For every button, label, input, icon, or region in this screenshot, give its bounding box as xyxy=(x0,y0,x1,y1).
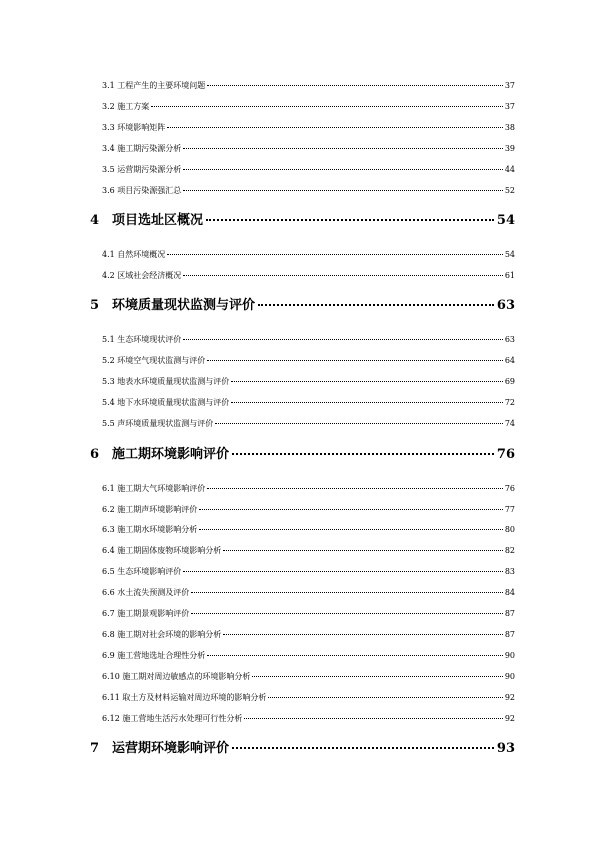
toc-section-entry[interactable] xyxy=(102,355,515,367)
toc-page-number: 37 xyxy=(504,81,515,90)
toc-dot-leader xyxy=(199,509,503,510)
toc-entry-label: 项目选址区概况 xyxy=(112,213,204,228)
toc-chapter-entry[interactable] xyxy=(90,297,515,315)
toc-dot-leader xyxy=(183,190,503,191)
toc-entry-label: 3.6 项目污染源强汇总 xyxy=(102,186,182,195)
toc-section-entry[interactable] xyxy=(102,334,515,346)
toc-page-number: 69 xyxy=(504,377,515,386)
toc-page-number: 54 xyxy=(496,213,515,228)
toc-page-number: 63 xyxy=(496,298,515,313)
toc-page-number: 80 xyxy=(504,525,515,534)
toc-dot-leader xyxy=(183,169,503,170)
toc-page-number: 52 xyxy=(504,186,515,195)
toc-entry-label: 6.2 施工期声环境影响评价 xyxy=(102,505,198,514)
toc-page-number: 64 xyxy=(504,356,515,365)
toc-dot-leader xyxy=(183,275,503,276)
toc-entry-label: 环境质量现状监测与评价 xyxy=(112,298,256,313)
toc-dot-leader xyxy=(231,402,503,403)
toc-chapter-entry[interactable] xyxy=(90,446,515,464)
toc-page-number: 76 xyxy=(496,447,515,462)
toc-page-number: 82 xyxy=(504,546,515,555)
toc-page-number: 38 xyxy=(504,123,515,132)
toc-dot-leader xyxy=(191,592,503,593)
toc-entry-label: 5.5 声环境质量现状监测与评价 xyxy=(102,419,214,428)
toc-dot-leader xyxy=(223,634,503,635)
toc-page-number: 93 xyxy=(496,741,515,756)
toc-chapter-number: 6 xyxy=(90,447,100,462)
toc-section-entry[interactable] xyxy=(102,270,515,282)
toc-chapter-number: 7 xyxy=(90,741,100,756)
toc-dot-leader xyxy=(167,127,503,128)
toc-entry-label: 6.9 施工营地选址合理性分析 xyxy=(102,651,206,660)
toc-section-entry[interactable] xyxy=(102,545,515,557)
toc-dot-leader xyxy=(183,339,503,340)
toc-section-entry[interactable] xyxy=(102,397,515,409)
toc-chapter-entry[interactable] xyxy=(90,212,515,230)
toc-entry-label: 6.3 施工期水环境影响分析 xyxy=(102,525,198,534)
toc-entry-label: 6.10 施工期对周边敏感点的环境影响分析 xyxy=(102,672,251,681)
toc-dot-leader xyxy=(207,360,503,361)
toc-page-number: 44 xyxy=(504,165,515,174)
toc-page-number: 37 xyxy=(504,102,515,111)
toc-dot-leader xyxy=(151,106,503,107)
toc-dot-leader xyxy=(215,423,503,424)
toc-section-entry[interactable] xyxy=(102,713,515,725)
toc-chapter-entry[interactable] xyxy=(90,740,515,758)
toc-page-number: 90 xyxy=(504,672,515,681)
toc-section-entry[interactable] xyxy=(102,608,515,620)
toc-page-number: 83 xyxy=(504,567,515,576)
toc-entry-label: 4.1 自然环境概况 xyxy=(102,250,166,259)
toc-entry-label: 3.5 运营期污染源分析 xyxy=(102,165,182,174)
toc-dot-leader xyxy=(207,488,503,489)
toc-chapter-number: 4 xyxy=(90,213,100,228)
toc-page-number: 76 xyxy=(504,484,515,493)
toc-entry-label: 6.1 施工期大气环境影响评价 xyxy=(102,484,206,493)
toc-dot-leader xyxy=(232,747,494,749)
toc-entry-label: 3.3 环境影响矩阵 xyxy=(102,123,166,132)
toc-entry-label: 5.2 环境空气现状监测与评价 xyxy=(102,356,206,365)
toc-section-entry[interactable] xyxy=(102,101,515,113)
toc-page-number: 63 xyxy=(504,335,515,344)
toc-dot-leader xyxy=(206,219,494,221)
toc-entry-label: 5.4 地下水环境质量现状监测与评价 xyxy=(102,398,230,407)
toc-dot-leader xyxy=(244,718,502,719)
toc-entry-label: 运营期环境影响评价 xyxy=(112,741,230,756)
toc-page-number: 92 xyxy=(504,693,515,702)
toc-section-entry[interactable] xyxy=(102,249,515,261)
toc-section-entry[interactable] xyxy=(102,80,515,92)
toc-dot-leader xyxy=(167,254,503,255)
toc-section-entry[interactable] xyxy=(102,524,515,536)
toc-dot-leader xyxy=(199,529,503,530)
toc-entry-label: 6.6 水土流失预测及评价 xyxy=(102,588,190,597)
toc-dot-leader xyxy=(183,571,503,572)
toc-section-entry[interactable] xyxy=(102,143,515,155)
toc-section-entry[interactable] xyxy=(102,418,515,430)
toc-entry-label: 6.7 施工期景观影响评价 xyxy=(102,609,190,618)
toc-dot-leader xyxy=(207,85,503,86)
toc-page-number: 90 xyxy=(504,651,515,660)
toc-dot-leader xyxy=(258,304,494,306)
toc-dot-leader xyxy=(268,697,502,698)
toc-entry-label: 5.3 地表水环境质量现状监测与评价 xyxy=(102,377,230,386)
toc-entry-label: 6.5 生态环境影响评价 xyxy=(102,567,182,576)
toc-entry-label: 3.4 施工期污染源分析 xyxy=(102,144,182,153)
toc-entry-label: 施工期环境影响评价 xyxy=(112,447,230,462)
toc-page-number: 61 xyxy=(504,271,515,280)
toc-section-entry[interactable] xyxy=(102,692,515,704)
toc-page-number: 54 xyxy=(504,250,515,259)
toc-page-number: 92 xyxy=(504,714,515,723)
toc-entry-label: 4.2 区域社会经济概况 xyxy=(102,271,182,280)
toc-chapter-number: 5 xyxy=(90,298,100,313)
toc-entry-label: 3.1 工程产生的主要环境问题 xyxy=(102,81,206,90)
toc-dot-leader xyxy=(231,381,503,382)
toc-entry-label: 6.12 施工营地生活污水处理可行性分析 xyxy=(102,714,243,723)
toc-page-number: 87 xyxy=(504,630,515,639)
toc-page-number: 39 xyxy=(504,144,515,153)
toc-section-entry[interactable] xyxy=(102,376,515,388)
toc-page-number: 74 xyxy=(504,419,515,428)
toc-entry-label: 6.8 施工期对社会环境的影响分析 xyxy=(102,630,222,639)
toc-section-entry[interactable] xyxy=(102,587,515,599)
toc-section-entry[interactable] xyxy=(102,185,515,197)
toc-page-number: 77 xyxy=(504,505,515,514)
toc-section-entry[interactable] xyxy=(102,650,515,662)
toc-dot-leader xyxy=(191,613,503,614)
toc-dot-leader xyxy=(252,676,502,677)
toc-section-entry[interactable] xyxy=(102,629,515,641)
toc-section-entry[interactable] xyxy=(102,504,515,516)
toc-entry-label: 5.1 生态环境现状评价 xyxy=(102,335,182,344)
toc-entry-label: 3.2 施工方案 xyxy=(102,102,150,111)
toc-section-entry[interactable] xyxy=(102,164,515,176)
toc-section-entry[interactable] xyxy=(102,483,515,495)
toc-section-entry[interactable] xyxy=(102,566,515,578)
toc-section-entry[interactable] xyxy=(102,671,515,683)
toc-dot-leader xyxy=(223,550,503,551)
toc-dot-leader xyxy=(207,655,503,656)
toc-entry-label: 6.4 施工期固体废物环境影响分析 xyxy=(102,546,222,555)
toc-page-number: 84 xyxy=(504,588,515,597)
toc-dot-leader xyxy=(183,148,503,149)
toc-entry-label: 6.11 取土方及材料运输对周边环境的影响分析 xyxy=(102,693,267,702)
toc-page-number: 87 xyxy=(504,609,515,618)
toc-section-entry[interactable] xyxy=(102,122,515,134)
toc-page-number: 72 xyxy=(504,398,515,407)
toc-dot-leader xyxy=(232,453,494,455)
